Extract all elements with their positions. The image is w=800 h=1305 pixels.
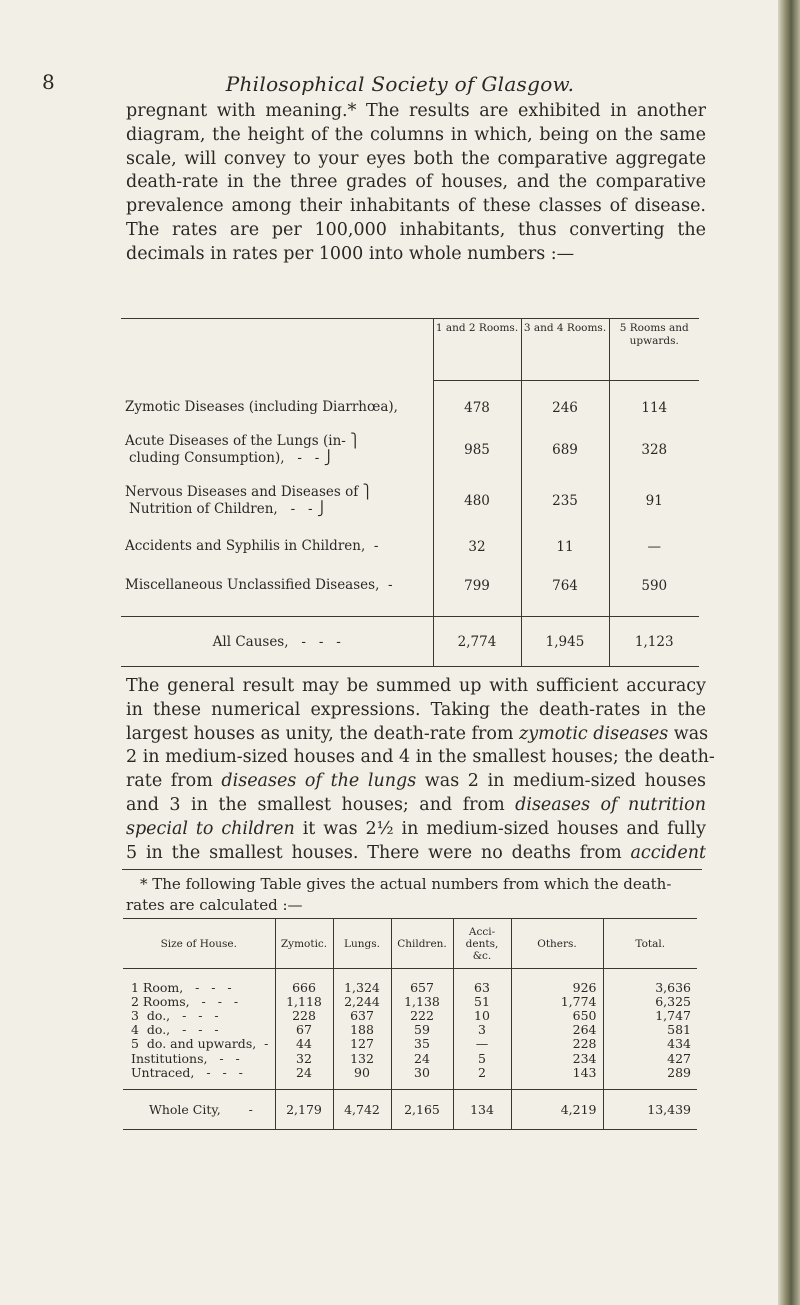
count-cell: 1,747 [603, 1009, 697, 1023]
total-cell: 13,439 [603, 1090, 697, 1130]
death-counts-table [123, 918, 697, 1130]
death-rate-table [121, 318, 699, 667]
table-header-row [121, 318, 699, 381]
rate-cell: 32 [433, 527, 521, 567]
count-cell: 2 [453, 1066, 511, 1080]
table-row [121, 391, 699, 425]
total-cell: 4,219 [511, 1090, 603, 1130]
total-cell: 2,774 [433, 617, 521, 667]
count-cell: — [453, 1037, 511, 1051]
rate-cell: 246 [521, 391, 609, 425]
text-line: decimals in rates per 1000 into whole numbers :— [126, 243, 575, 264]
rate-cell: 799 [433, 567, 521, 605]
table-row [121, 567, 699, 605]
count-cell: 5 [453, 1052, 511, 1066]
count-cell: 30 [391, 1066, 453, 1080]
count-cell: 1,118 [275, 995, 333, 1009]
table-header: 3 and 4 Rooms. [521, 318, 609, 381]
table-header: Others. [511, 919, 603, 969]
count-cell: 63 [453, 981, 511, 995]
count-cell: 222 [391, 1009, 453, 1023]
rate-cell: — [609, 527, 699, 567]
table-row [123, 1023, 697, 1037]
count-cell: 24 [275, 1066, 333, 1080]
count-cell: 434 [603, 1037, 697, 1051]
table-row [123, 1037, 697, 1051]
running-title: Philosophical Society of Glasgow. [225, 72, 575, 96]
rate-cell: 689 [521, 425, 609, 475]
rate-cell: 764 [521, 567, 609, 605]
table-header: Lungs. [333, 919, 391, 969]
table-header: 5 Rooms and upwards. [609, 318, 699, 381]
table-row [123, 1052, 697, 1066]
count-cell: 1,138 [391, 995, 453, 1009]
count-cell: 67 [275, 1023, 333, 1037]
count-cell: 10 [453, 1009, 511, 1023]
count-cell: 3 [453, 1023, 511, 1037]
row-label: Accidents and Syphilis in Children, - [125, 538, 379, 554]
count-cell: 427 [603, 1052, 697, 1066]
table-row [123, 1066, 697, 1080]
total-cell: 4,742 [333, 1090, 391, 1130]
count-cell: 51 [453, 995, 511, 1009]
footnote-rule [122, 869, 702, 870]
count-cell: 657 [391, 981, 453, 995]
paragraph-summary [126, 675, 715, 865]
footnote-line: rates are calculated :— [126, 895, 303, 914]
table-header: Total. [603, 919, 697, 969]
text-line: 5 in the smallest houses. There were no deaths from accident [126, 842, 706, 863]
row-label: 2 Rooms, - - - [131, 993, 239, 1009]
count-cell: 35 [391, 1037, 453, 1051]
text-line: and 3 in the smallest houses; and from diseases of nutrition [126, 794, 706, 815]
count-cell: 637 [333, 1009, 391, 1023]
count-cell: 44 [275, 1037, 333, 1051]
text-line: scale, will convey to your eyes both the comparative aggregate [126, 148, 706, 169]
total-cell: 134 [453, 1090, 511, 1130]
row-label: 4 do., - - - [131, 1022, 219, 1038]
row-label [121, 475, 433, 527]
count-cell: 6,325 [603, 995, 697, 1009]
row-label: 1 Room, - - - [131, 979, 232, 995]
count-cell: 666 [275, 981, 333, 995]
text-line: largest houses as unity, the death-rate from zymotic diseases was [126, 723, 709, 744]
row-label: Zymotic Diseases (including Diarrhœa), [125, 399, 398, 415]
rate-cell: 11 [521, 527, 609, 567]
text-line: special to children it was 2½ in medium-sized houses and fully [126, 818, 706, 839]
text-line: diagram, the height of the columns in which, being on the same [126, 124, 706, 145]
count-cell: 581 [603, 1023, 697, 1037]
rate-cell: 91 [609, 475, 699, 527]
total-cell: 1,945 [521, 617, 609, 667]
row-label: Untraced, - - - [131, 1064, 243, 1080]
footnote-line: * The following Table gives the actual numbers from which the death- [140, 875, 672, 893]
count-cell: 228 [275, 1009, 333, 1023]
count-cell: 59 [391, 1023, 453, 1037]
total-cell: 2,165 [391, 1090, 453, 1130]
rate-cell: 590 [609, 567, 699, 605]
count-cell: 24 [391, 1052, 453, 1066]
row-label-line: Nutrition of Children, - - ⎭ [129, 500, 327, 517]
table-header: Size of House. [123, 919, 275, 969]
paragraph-intro [126, 100, 706, 267]
text-line: death-rate in the three grades of houses, and the comparative [126, 172, 706, 193]
text-line: The general result may be summed up with sufficient accuracy [126, 676, 706, 696]
page-number: 8 [42, 70, 55, 94]
book-page-edge [778, 0, 800, 1305]
count-cell: 234 [511, 1052, 603, 1066]
text-line: pregnant with meaning.* The results are exhibited in another [126, 101, 706, 121]
count-cell: 228 [511, 1037, 603, 1051]
rate-cell: 985 [433, 425, 521, 475]
text-line: prevalence among their inhabitants of these classes of disease. [126, 196, 706, 217]
row-label-line: Acute Diseases of the Lungs (in- ⎫ [125, 432, 361, 449]
row-label-line: cluding Consumption), - - ⎭ [129, 449, 334, 466]
row-label: 3 do., - - - [131, 1007, 219, 1023]
table-row [121, 475, 699, 527]
count-cell: 289 [603, 1066, 697, 1080]
total-cell: 2,179 [275, 1090, 333, 1130]
total-cell: 1,123 [609, 617, 699, 667]
table-header: Children. [391, 919, 453, 969]
count-cell: 132 [333, 1052, 391, 1066]
table-row [123, 981, 697, 995]
count-cell: 127 [333, 1037, 391, 1051]
text-line: The rates are per 100,000 inhabitants, thus converting the [126, 219, 706, 240]
table-row [121, 527, 699, 567]
count-cell: 1,324 [333, 981, 391, 995]
count-cell: 1,774 [511, 995, 603, 1009]
table-row [123, 1009, 697, 1023]
rate-cell: 114 [609, 391, 699, 425]
count-cell: 650 [511, 1009, 603, 1023]
table-header-blank [121, 318, 433, 381]
text-line: rate from diseases of the lungs was 2 in medium-sized houses [126, 771, 706, 792]
count-cell: 3,636 [603, 981, 697, 995]
row-label: 5 do. and upwards, - [131, 1036, 269, 1052]
footnote-text [126, 874, 706, 915]
table-header-row [123, 919, 697, 969]
table-header: Acci-dents, &c. [453, 919, 511, 969]
text-line: 2 in medium-sized houses and 4 in the smallest houses; the death- [126, 747, 715, 768]
rate-cell: 235 [521, 475, 609, 527]
row-label: Miscellaneous Unclassified Diseases, - [125, 577, 393, 593]
total-label: All Causes, - - - [121, 617, 433, 667]
count-cell: 264 [511, 1023, 603, 1037]
count-cell: 926 [511, 981, 603, 995]
row-label [121, 425, 433, 475]
table-header: Zymotic. [275, 919, 333, 969]
table-row [121, 425, 699, 475]
row-label-line: Nervous Diseases and Diseases of ⎫ [125, 483, 373, 500]
rate-cell: 480 [433, 475, 521, 527]
row-label: Institutions, - - [131, 1050, 240, 1066]
table-total-row [121, 617, 699, 667]
table-row [123, 995, 697, 1009]
count-cell: 32 [275, 1052, 333, 1066]
rate-cell: 328 [609, 425, 699, 475]
table-header: 1 and 2 Rooms. [433, 318, 521, 381]
text-line: in these numerical expressions. Taking the death-rates in the [126, 699, 706, 720]
total-label: Whole City, - [123, 1090, 275, 1130]
count-cell: 143 [511, 1066, 603, 1080]
count-cell: 90 [333, 1066, 391, 1080]
rate-cell: 478 [433, 391, 521, 425]
count-cell: 2,244 [333, 995, 391, 1009]
table-total-row [123, 1090, 697, 1130]
count-cell: 188 [333, 1023, 391, 1037]
